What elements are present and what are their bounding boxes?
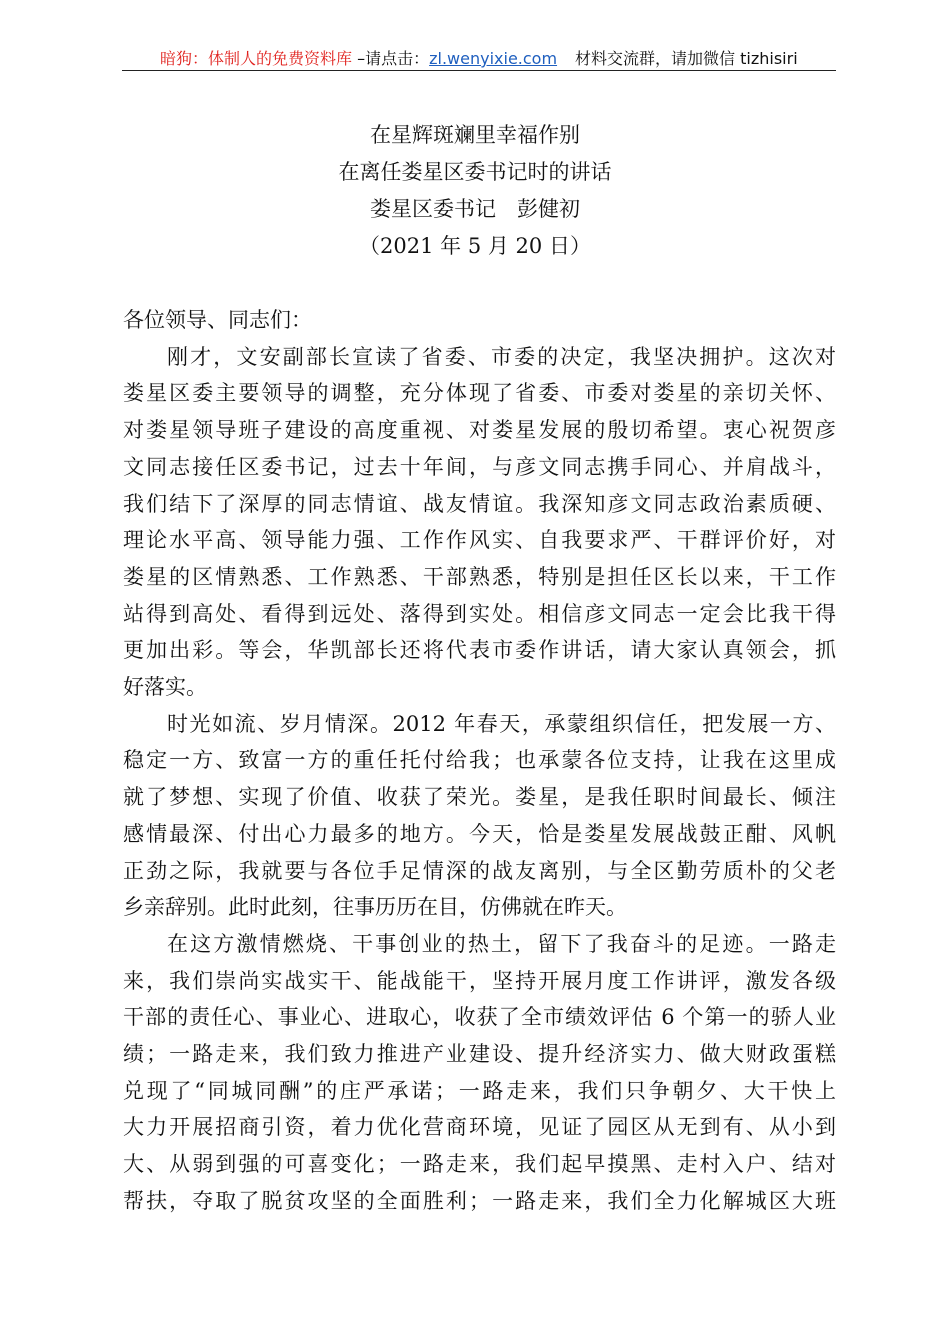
paragraph-line: 刚才，文安副部长宣读了省委、市委的决定，我坚决拥护。这次对 bbox=[167, 344, 836, 369]
paragraph-line: 理论水平高、领导能力强、工作作风实、自我要求严、干群评价好，对 bbox=[123, 528, 836, 553]
paragraph-line: 对娄星领导班子建设的高度重视、对娄星发展的殷切希望。衷心祝贺彦 bbox=[123, 418, 836, 443]
paragraph bbox=[123, 926, 836, 1220]
paragraph bbox=[123, 339, 836, 706]
header-prompt: –请点击： bbox=[352, 49, 430, 68]
paragraph-line: 大力开展招商引资，着力优化营商环境，见证了园区从无到有、从小到 bbox=[123, 1115, 836, 1140]
paragraph-line: 大、从弱到强的可喜变化；一路走来，我们起早摸黑、走村入户、结对 bbox=[123, 1152, 836, 1177]
document-title: 在星辉斑斓里幸福作别 bbox=[370, 123, 580, 147]
paragraph-line: 我们结下了深厚的同志情谊、战友情谊。我深知彦文同志政治素质硬、 bbox=[123, 491, 836, 516]
paragraph-line: 帮扶，夺取了脱贫攻坚的全面胜利；一路走来，我们全力化解城区大班 bbox=[123, 1188, 836, 1213]
paragraph-line: 在这方激情燃烧、干事创业的热土，留下了我奋斗的足迹。一路走 bbox=[167, 931, 836, 956]
page-header bbox=[122, 46, 836, 71]
document-date: （2021 年 5 月 20 日） bbox=[359, 234, 591, 258]
paragraph-line: 绩；一路走来，我们致力推进产业建设、提升经济实力、做大财政蛋糕 bbox=[123, 1042, 836, 1067]
paragraph-line: 就了梦想、实现了价值、收获了荣光。娄星，是我任职时间最长、倾注 bbox=[123, 785, 836, 810]
salutation: 各位领导、同志们： bbox=[123, 308, 312, 332]
header-link[interactable]: zl.wenyixie.com bbox=[429, 49, 558, 68]
paragraph-line: 时光如流、岁月情深。2012 年春天，承蒙组织信任，把发展一方、 bbox=[167, 711, 836, 736]
paragraph bbox=[123, 706, 836, 926]
paragraph-line: 干部的责任心、事业心、进取心，收获了全市绩效评估 6 个第一的骄人业 bbox=[123, 1005, 836, 1030]
document-body bbox=[123, 302, 836, 1220]
paragraph-line: 更加出彩。等会，华凯部长还将代表市委作讲话，请大家认真领会，抓 bbox=[123, 638, 836, 663]
header-note: 材料交流群，请加微信 tizhisiri bbox=[575, 49, 798, 68]
paragraph-line: 正劲之际，我就要与各位手足情深的战友离别，与全区勤劳质朴的父老 bbox=[123, 858, 836, 883]
header-brand: 暗狗：体制人的免费资料库 bbox=[160, 49, 353, 68]
paragraph-line: 文同志接任区委书记，过去十年间，与彦文同志携手同心、并肩战斗， bbox=[123, 454, 836, 479]
paragraph-line: 乡亲辞别。此时此刻，往事历历在目，仿佛就在昨天。 bbox=[123, 895, 627, 920]
paragraph-line: 稳定一方、致富一方的重任托付给我；也承蒙各位支持，让我在这里成 bbox=[123, 748, 836, 773]
paragraph-line: 站得到高处、看得到远处、落得到实处。相信彦文同志一定会比我干得 bbox=[123, 601, 836, 626]
paragraph-line: 娄星的区情熟悉、工作熟悉、干部熟悉，特别是担任区长以来，干工作 bbox=[123, 564, 836, 589]
title-block bbox=[0, 117, 950, 265]
paragraph-line: 娄星区委主要领导的调整，充分体现了省委、市委对娄星的亲切关怀、 bbox=[123, 381, 836, 406]
paragraph-line: 感情最深、付出心力最多的地方。今天，恰是娄星发展战鼓正酣、风帆 bbox=[123, 821, 836, 846]
paragraph-line: 好落实。 bbox=[123, 675, 207, 700]
document-author: 娄星区委书记 彭健初 bbox=[370, 197, 580, 221]
document-subtitle: 在离任娄星区委书记时的讲话 bbox=[338, 160, 612, 184]
paragraph-line: 兑现了“同城同酬”的庄严承诺；一路走来，我们只争朝夕、大干快上 bbox=[123, 1078, 836, 1103]
paragraph-line: 来，我们崇尚实战实干、能战能干，坚持开展月度工作讲评，激发各级 bbox=[123, 968, 836, 993]
